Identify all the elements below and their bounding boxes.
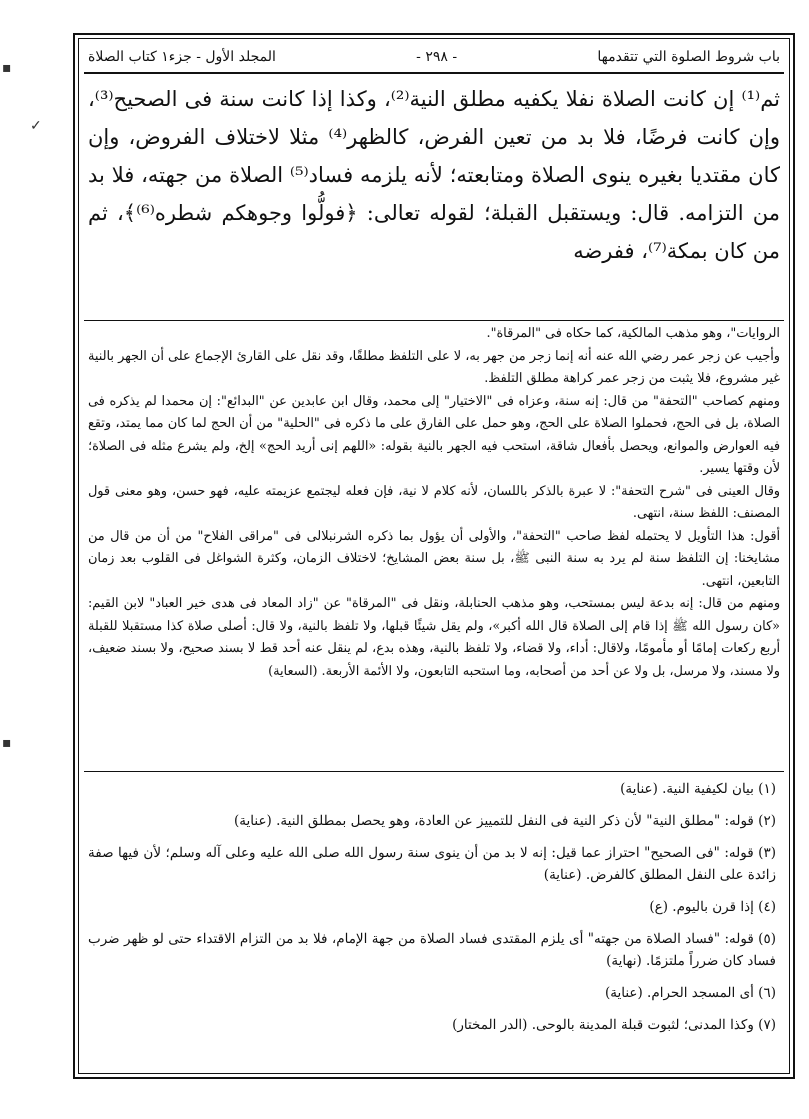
commentary-paragraph: ومنهم كصاحب "التحفة" من قال: إنه سنة، وعزاه فى "الاختيار" إلى محمد، وقال ابن عابدين عن "البدائع": إن محمدا لم يذكره فى الصلاة، بل فى الحج، فحملوا الصلاة على الحج، وهو حمل على الفارق على ما ذكره فى "الحلية" من أن الحج لما كان مما يمتد، وتقع فيه العوارض والموانع، ويحصل بأفعال شاقة، استحب فيه الجهر بالنية بقوله: «اللهم إنى أريد الحج» إلخ، ولم يشرع مثله فى الصلاة؛ لأن وقتها يسير. [88, 393, 780, 476]
page [84, 42, 784, 1072]
footnote: (٤) إذا قرن باليوم. (ع) [649, 899, 776, 915]
volume-info: المجلد الأول - جزء١ كتاب الصلاة [88, 49, 276, 65]
footnote: (٥) قوله: "فساد الصلاة من جهته" أى يلزم المقتدى فساد الصلاة من جهة الإمام، فلا بد من التزام الاقتداء حتى لو ظهر ضرب فساد كان ضرراً ملتزمًا. (نهاية) [88, 931, 776, 969]
main-text [84, 74, 784, 321]
running-header [84, 42, 784, 74]
commentary-paragraph: الروايات"، وهو مذهب المالكية، كما حكاه فى "المرقاة". [486, 326, 780, 341]
main-paragraph: ثم⁽¹⁾ إن كانت الصلاة نفلا يكفيه مطلق النية⁽²⁾، وكذا إذا كانت سنة فى الصحيح⁽³⁾، وإن كانت فرضًا، فلا بد من تعين الفرض، كالظهر⁽⁴⁾ مثلا لاختلاف الفروض، وإن كان مقتديا بغيره ينوى الصلاة ومتابعته؛ لأنه يلزمه فساد⁽⁵⁾ الصلاة من جهته، فلا بد من التزامه. قال: ويستقبل القبلة؛ لقوله تعالى: ﴿فولُّوا وجوهكم شطره⁽⁶⁾﴾، ثم من كان بمكة⁽⁷⁾، ففرضه [88, 87, 781, 263]
commentary [84, 321, 784, 772]
margin-mark: ▪ [2, 60, 12, 76]
commentary-paragraph: أقول: هذا التأويل لا يحتمله لفظ صاحب "التحفة"، والأولى أن يؤول بما ذكره الشرنبلالى فى "مراقى الفلاح" من أن من قال من مشايخنا: إن التلفظ سنة لم يرد به سنة النبى ﷺ، بل سنة بعض المشايخ؛ لاختلاف الزمان، وكثرة الشواغل فى القلوب بعد زمان التابعين، انتهى. [88, 528, 780, 589]
footnote: (٦) أى المسجد الحرام. (عناية) [604, 985, 776, 1001]
page-number: - ٢٩٨ - [416, 49, 458, 65]
margin-mark: ▪ [2, 735, 12, 751]
commentary-paragraph: وقال العينى فى "شرح التحفة": لا عبرة بالذكر باللسان، لأنه كلام لا نية، فإن فعله ليجتمع عزيمته عليه، فهو حسن، وهو معنى قول المصنف: اللفظ سنة، انتهى. [88, 483, 780, 521]
footnote: (١) بيان لكيفية النية. (عناية) [620, 781, 776, 797]
footnote: (٧) وكذا المدنى؛ لثبوت قبلة المدينة بالوحى. (الدر المختار) [452, 1017, 776, 1033]
commentary-paragraph: وأجيب عن زجر عمر رضي الله عنه أنه إنما زجر من جهر به، لا على التلفظ مطلقًا، وقد نقل على القارئ الإجماع على أن الجهر بالنية غير مشروع، فلا يثبت من زجر عمر كراهة مطلق التلفظ. [88, 348, 780, 386]
commentary-paragraph: ومنهم من قال: إنه بدعة ليس بمستحب، وهو مذهب الحنابلة، ونقل فى "المرقاة" عن "زاد المعاد فى هدى خير العباد" لابن القيم: «كان رسول الله ﷺ إذا قام إلى الصلاة قال الله أكبر»، ولم يقل شيئًا قبلها، ولا تلفظ بالنية، ولا قال: أصلى صلاة كذا مستقبلا للقبلة أربع ركعات إمامًا أو مأمومًا، ولاقال: أداء، ولا قضاء، ولا تلفظ بالنية، وهذه بدع، لم ينقل عنه أحد قط لا بسند صحيح، ولا بسند ضعيف، ولا مسند، ولا مرسل، بل ولا عن أحد من أصحابه، وما استحبه التابعون، ولا الأئمة الأربعة. (السعاية) [88, 596, 780, 679]
footnote: (٢) قوله: "مطلق النية" لأن ذكر النية فى النفل للتمييز عن العادة، وهو يحصل بمطلق النية. (عناية) [234, 813, 776, 829]
footnote: (٣) قوله: "فى الصحيح" احتراز عما قيل: إنه لا بد من أن ينوى سنة رسول الله صلى الله عليه وعلى آله وسلم؛ لأن فيها صفة زائدة على النفل المطلق كالفرض. (عناية) [88, 845, 776, 883]
margin-mark: ✓ [30, 118, 42, 134]
footnotes [84, 772, 784, 1046]
chapter-title: باب شروط الصلوة التي تتقدمها [597, 49, 780, 65]
